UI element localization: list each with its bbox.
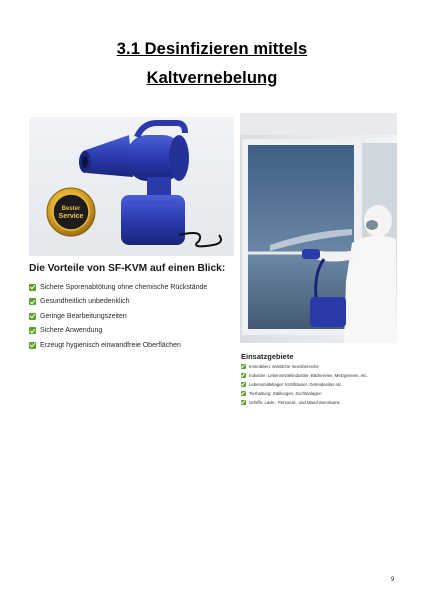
- list-item: Erzeugt hygienisch einwandfreie Oberflächen: [29, 338, 239, 353]
- checkmark-icon: [29, 313, 36, 320]
- checkmark-icon: [29, 342, 36, 349]
- benefits-heading: Die Vorteile von SF-KVM auf einen Blick:: [29, 263, 226, 274]
- list-item: Industrie: Lebensmittelindustrie, Bäckereien, Metzgereien, etc.: [241, 373, 401, 378]
- areas-list: [241, 364, 401, 409]
- title-line-1: 3.1 Desinfizieren mittels: [116, 40, 308, 58]
- page-number: 9: [391, 577, 395, 583]
- application-photo: [240, 113, 397, 343]
- list-item: Sichere Sporenabtötung ohne chemische Rückstände: [29, 280, 239, 295]
- fogger-device-photo: [29, 117, 234, 256]
- list-item: Geringe Bearbeitungszeiten: [29, 309, 239, 324]
- quality-seal-icon: [47, 188, 95, 236]
- list-item: Gesundheitlich unbedenklich: [29, 295, 239, 310]
- checkmark-icon: [241, 400, 246, 405]
- checkmark-icon: [241, 391, 246, 396]
- checkmark-icon: [241, 373, 246, 378]
- list-item: Sichere Anwendung: [29, 324, 239, 339]
- list-item: Schiffe: Lade-, Personal-, und Maschinenräume: [241, 400, 401, 405]
- list-item: Tierhaltung: Stallungen, Zuchtanlagen: [241, 391, 401, 396]
- seal-text-1: Bester: [61, 206, 81, 212]
- seal-text-2: Service: [58, 213, 84, 220]
- list-item: Lebensmittellager: Kühlhäuser, Getreidesilos etc.: [241, 382, 401, 387]
- checkmark-icon: [241, 382, 246, 387]
- fogger-device-illustration: [29, 117, 234, 256]
- list-item: Immobilien: sämtliche Innenbereiche: [241, 364, 401, 369]
- title-line-2: Kaltvernebelung: [146, 69, 278, 87]
- checkmark-icon: [241, 364, 246, 369]
- checkmark-icon: [29, 298, 36, 305]
- areas-heading: Einsatzgebiete: [241, 352, 294, 361]
- checkmark-icon: [29, 284, 36, 291]
- checkmark-icon: [29, 327, 36, 334]
- benefits-list: [29, 280, 239, 353]
- worker-spraying-illustration: [240, 113, 397, 343]
